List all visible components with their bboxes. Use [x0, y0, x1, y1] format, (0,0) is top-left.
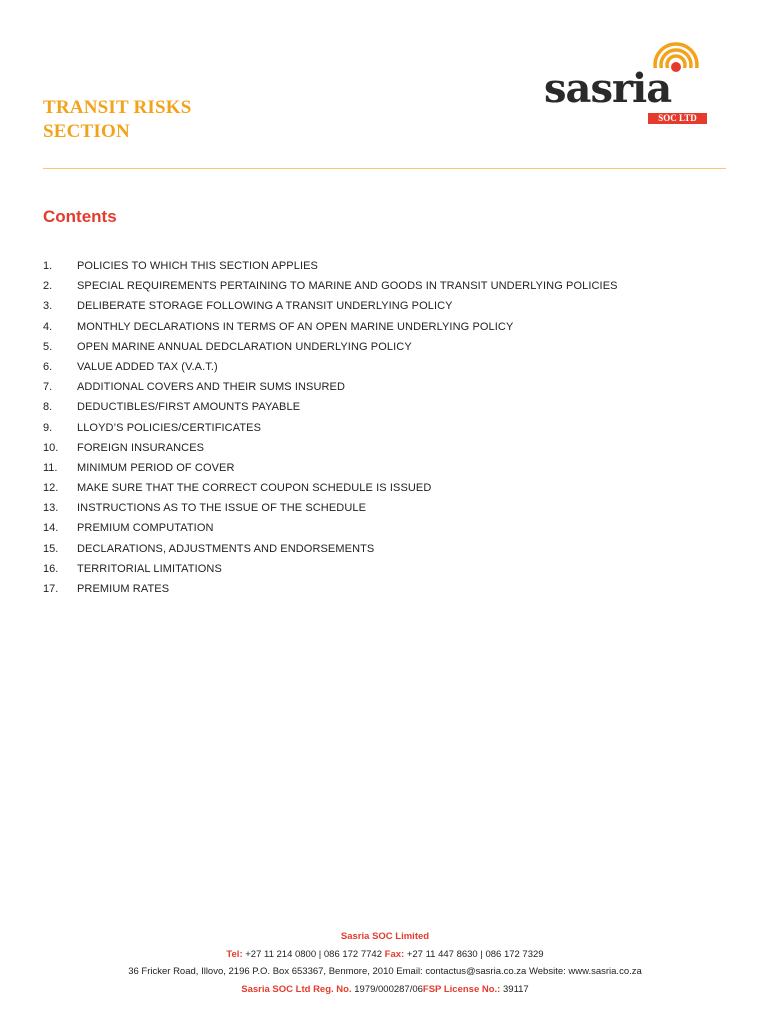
toc-item — [43, 520, 618, 540]
footer-registration-line — [0, 981, 770, 999]
toc-item-number: 4. — [43, 320, 53, 333]
document-title — [43, 96, 192, 144]
toc-item-label: PREMIUM RATES — [77, 583, 170, 595]
toc-item-label: MINIMUM PERIOD OF COVER — [77, 461, 235, 474]
toc-item — [43, 258, 618, 278]
toc-item-label: DELIBERATE STORAGE FOLLOWING A TRANSIT UNDERLYING POLICY — [77, 300, 453, 313]
toc-item-number: 13. — [43, 502, 59, 515]
footer-reg-label: Sasria SOC Ltd Reg. No. — [241, 983, 352, 995]
toc-item-number: 8. — [43, 401, 53, 414]
toc-item-number: 11. — [43, 461, 58, 474]
toc-item-number: 5. — [43, 340, 53, 353]
footer-reg-value: 1979/000287/06 — [354, 983, 423, 995]
toc-item-number: 2. — [43, 280, 53, 293]
toc-item-number: 7. — [43, 381, 53, 394]
toc-item-label: ADDITIONAL COVERS AND THEIR SUMS INSURED — [77, 381, 346, 394]
toc-item-label: POLICIES TO WHICH THIS SECTION APPLIES — [77, 260, 318, 272]
toc-item-label: MAKE SURE THAT THE CORRECT COUPON SCHEDULE IS ISSUED — [77, 482, 432, 495]
toc-item-label: MONTHLY DECLARATIONS IN TERMS OF AN OPEN MARINE UNDERLYING POLICY — [77, 320, 514, 333]
toc-item — [43, 339, 618, 359]
document-title-line-2: SECTION — [43, 121, 130, 142]
header-divider — [43, 168, 726, 169]
toc-item — [43, 359, 618, 379]
toc-item-number: 1. — [43, 260, 53, 272]
toc-item-number: 6. — [43, 360, 53, 373]
toc-item-label: FOREIGN INSURANCES — [77, 441, 205, 454]
toc-item-label: PREMIUM COMPUTATION — [77, 522, 214, 535]
toc-item-number: 14. — [43, 522, 59, 535]
footer-fsp-value: 39117 — [503, 983, 529, 995]
toc-item-label: TERRITORIAL LIMITATIONS — [77, 562, 222, 575]
toc-item — [43, 561, 618, 581]
toc-item-number: 9. — [43, 421, 53, 434]
toc-item-label: VALUE ADDED TAX (V.A.T.) — [77, 360, 218, 373]
sasria-logo — [544, 40, 726, 126]
logo-wordmark: sasria — [544, 65, 672, 112]
footer-tel-value: +27 11 214 0800 | 086 172 7742 — [245, 948, 382, 960]
footer-tel-label: Tel: — [226, 948, 243, 960]
toc-item — [43, 379, 618, 399]
footer-address: 36 Fricker Road, Illovo, 2196 P.O. Box 653367, Benmore, 2010 Email: contactus@sasria.co.za Website: www.sasria.co.za — [128, 966, 642, 977]
toc-item-number: 12. — [43, 482, 59, 495]
toc-item-label: DECLARATIONS, ADJUSTMENTS AND ENDORSEMENTS — [77, 542, 375, 555]
toc-item — [43, 480, 618, 500]
toc-item — [43, 278, 618, 298]
contents-heading: Contents — [43, 207, 117, 226]
toc-item-number: 17. — [43, 583, 59, 595]
toc-item-number: 3. — [43, 300, 53, 313]
toc-item-number: 10. — [43, 441, 59, 454]
logo-tag: SOC LTD — [648, 113, 707, 124]
toc-item — [43, 541, 618, 561]
toc-item — [43, 460, 618, 480]
toc-item — [43, 500, 618, 520]
toc-item — [43, 420, 618, 440]
toc-item-label: OPEN MARINE ANNUAL DEDCLARATION UNDERLYING POLICY — [77, 340, 412, 353]
document-title-line-1: TRANSIT RISKS — [43, 97, 192, 118]
toc-item — [43, 298, 618, 318]
toc-item — [43, 319, 618, 339]
toc-item-label: SPECIAL REQUIREMENTS PERTAINING TO MARINE AND GOODS IN TRANSIT UNDERLYING POLICIES — [77, 280, 618, 293]
toc-item-label: LLOYD’S POLICIES/CERTIFICATES — [77, 421, 262, 434]
toc-item-label: INSTRUCTIONS AS TO THE ISSUE OF THE SCHEDULE — [77, 502, 367, 515]
table-of-contents — [43, 258, 618, 601]
toc-item-number: 15. — [43, 542, 59, 555]
toc-item-number: 16. — [43, 562, 59, 575]
footer-fsp-label: FSP License No.: — [422, 983, 501, 995]
toc-item-label: DEDUCTIBLES/FIRST AMOUNTS PAYABLE — [77, 401, 301, 414]
toc-item — [43, 440, 618, 460]
toc-item — [43, 581, 618, 601]
footer-fax-value: +27 11 447 8630 | 086 172 7329 — [406, 948, 544, 960]
page-footer — [0, 928, 770, 998]
footer-contact-line — [0, 946, 770, 964]
footer-fax-label: Fax: — [384, 948, 405, 960]
footer-company: Sasria SOC Limited — [340, 931, 430, 942]
toc-item — [43, 399, 618, 419]
